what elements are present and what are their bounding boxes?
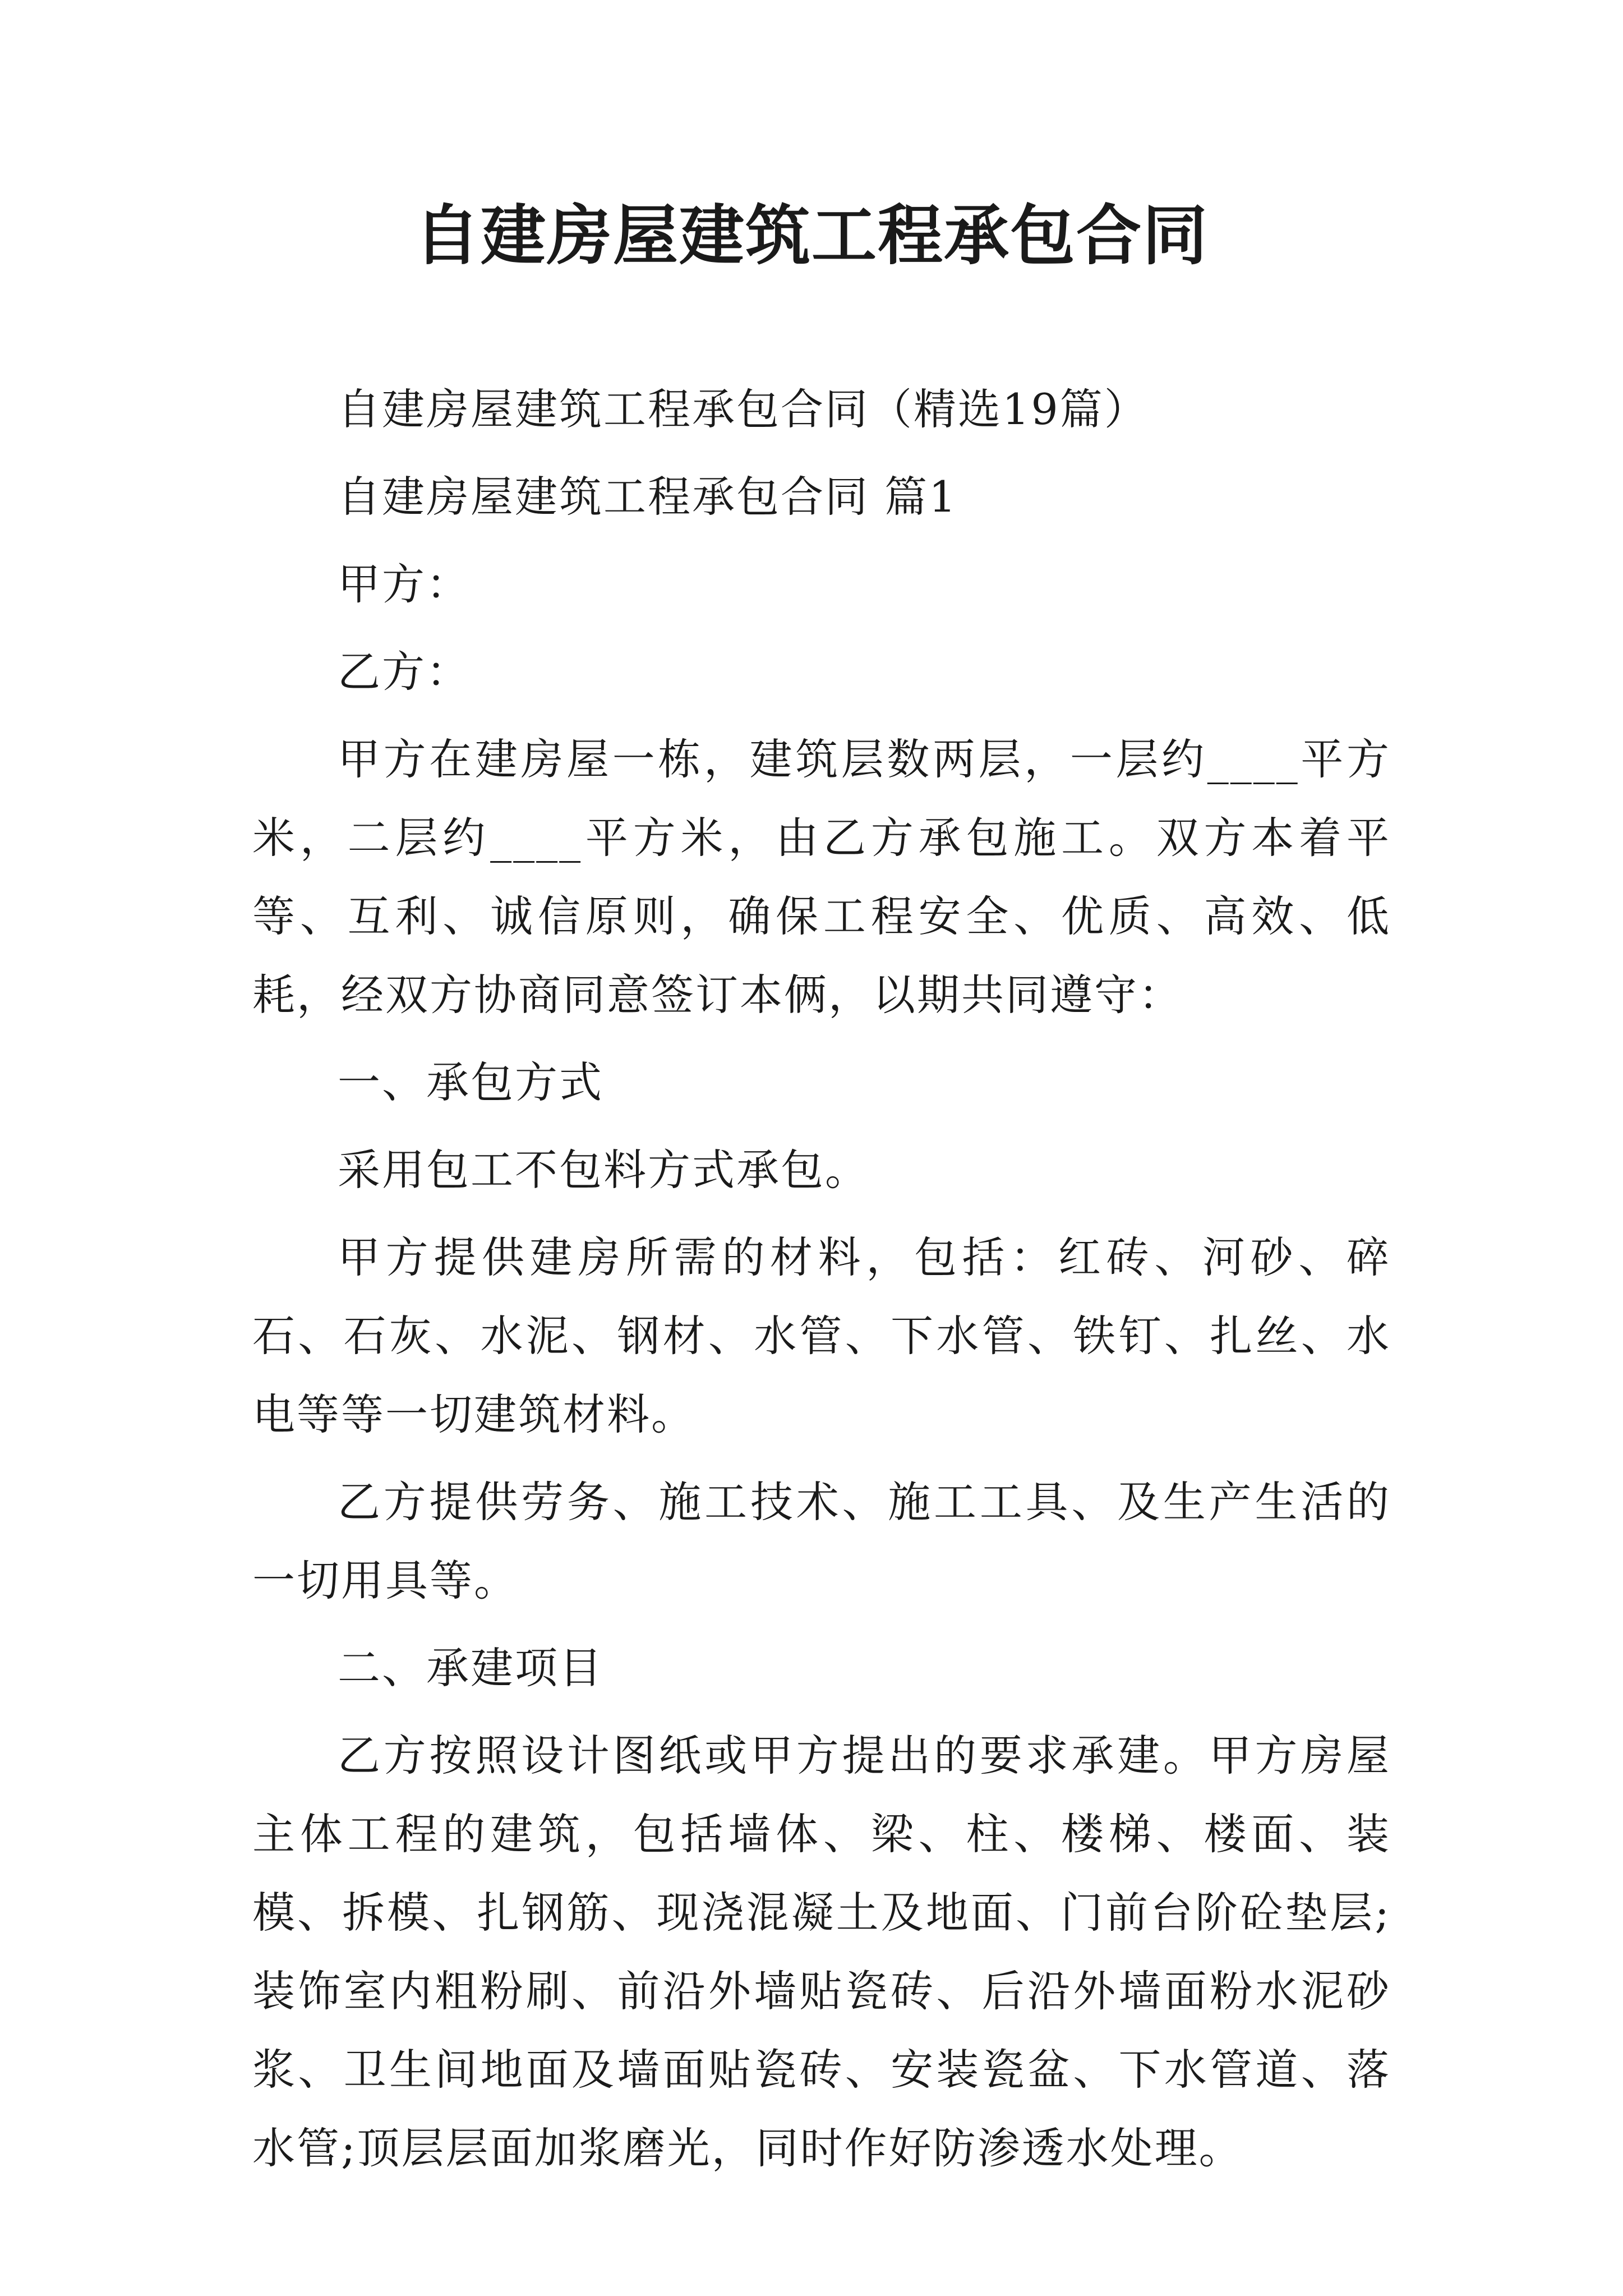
clause-text-2: 乙方按照设计图纸或甲方提出的要求承建。甲方房屋主体工程的建筑，包括墙体、梁、柱、楼梯、楼面、装模、拆模、扎钢筋、现浇混凝土及地面、门前台阶砼垫层;装饰室内粗粉刷、前沿外墙贴瓷砖、后沿外墙面粉水泥砂浆、卫生间地面及墙面贴瓷砖、安装瓷盆、下水管道、落水管;顶层层面加浆磨光，同时作好防渗透水处理。 [252,1731,1391,2173]
clause-heading-1: 一、承包方式 [338,1057,603,1107]
subtitle-collection: 自建房屋建筑工程承包合同（精选19篇） [338,384,1149,434]
document-title: 自建房屋建筑工程承包合同 [414,197,1209,274]
clause-text-1a: 采用包工不包料方式承包。 [338,1145,869,1195]
clause-text-1b: 甲方提供建房所需的材料，包括：红砖、河砂、碎石、石灰、水泥、钢材、水管、下水管、铁钉、扎丝、水电等等一切建筑材料。 [252,1232,1391,1439]
section-heading-part-1: 自建房屋建筑工程承包合同 篇1 [338,472,958,522]
document-body [252,370,1391,2197]
clause-heading-2: 二、承建项目 [338,1643,603,1693]
party-b-line: 乙方： [338,647,471,697]
intro-paragraph: 甲方在建房屋一栋，建筑层数两层，一层约____平方米，二层约____平方米，由乙方承包施工。双方本着平等、互利、诚信原则，确保工程安全、优质、高效、低耗，经双方协商同意签订本俩，以期共同遵守： [252,734,1391,1020]
party-a-line: 甲方： [338,559,471,609]
clause-text-1c: 乙方提供劳务、施工技术、施工工具、及生产生活的一切用具等。 [252,1477,1391,1605]
